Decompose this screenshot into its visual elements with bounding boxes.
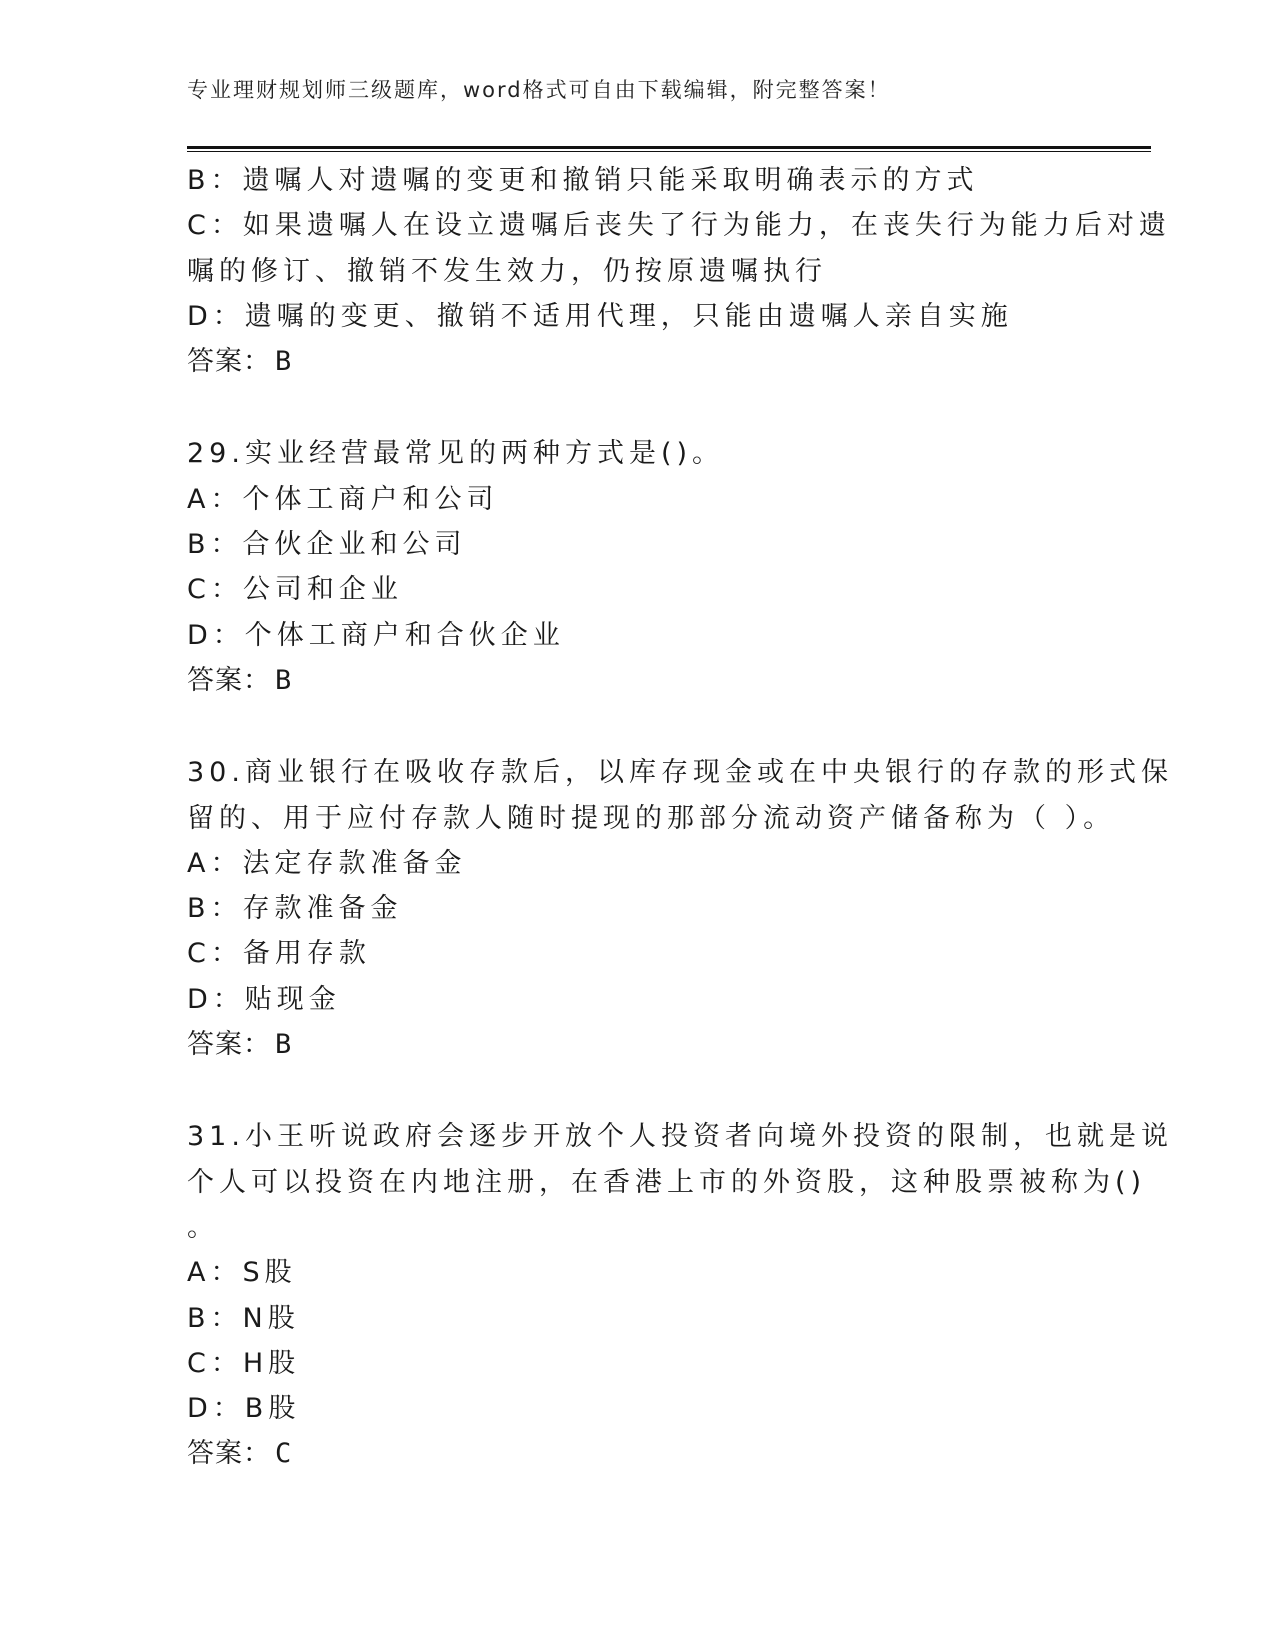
question-30 [187,750,1173,1067]
option-b: B：合伙企业和公司 [187,529,467,561]
option-d: D：B股 [187,1393,301,1425]
question-29 [187,431,1087,703]
answer-value: B [275,1029,293,1061]
option-c: C：公司和企业 [187,574,403,606]
answer-value: C [275,1438,293,1470]
option-d: D：个体工商户和合伙企业 [187,619,565,651]
answer [187,339,1087,384]
answer [187,658,1087,703]
header-divider [187,146,1151,149]
answer [187,1022,1087,1067]
option-d: D：贴现金 [187,983,341,1015]
answer-label: 答案： [187,1438,271,1470]
question-stem-continued: 留的、用于应付存款人随时提现的那部分流动资产储备称为（ ）。 [187,802,1116,834]
option-d: D：遗嘱的变更、撤销不适用代理，只能由遗嘱人亲自实施 [187,300,1013,332]
answer-label: 答案： [187,664,271,696]
option-a: A：个体工商户和公司 [187,483,499,515]
question-stem-continued: 个人可以投资在内地注册，在香港上市的外资股，这种股票被称为() [187,1166,1147,1198]
page-header: 专业理财规划师三级题库，word格式可自由下载编辑，附完整答案！ [187,78,891,102]
option-b: B：存款准备金 [187,893,403,925]
answer-value: B [275,664,293,696]
question-stem: 29.实业经营最常见的两种方式是()。 [187,438,725,470]
question-28-continued [187,158,1171,384]
option-a: A：法定存款准备金 [187,847,467,879]
answer [187,1431,1087,1476]
option-c: C：如果遗嘱人在设立遗嘱后丧失了行为能力，在丧失行为能力后对遗 [187,210,1171,242]
answer-value: B [275,346,293,378]
answer-label: 答案： [187,346,271,378]
question-stem: 30.商业银行在吸收存款后，以库存现金或在中央银行的存款的形式保 [187,757,1173,789]
option-c-continued: 嘱的修订、撤销不发生效力，仍按原遗嘱执行 [187,255,827,287]
question-31 [187,1114,1173,1476]
document-body [187,158,1173,1477]
option-a: A：S股 [187,1257,297,1289]
option-b: B：N股 [187,1302,300,1334]
question-stem-end: 。 [187,1211,219,1243]
option-b: B：遗嘱人对遗嘱的变更和撤销只能采取明确表示的方式 [187,165,979,196]
answer-label: 答案： [187,1029,271,1061]
question-stem: 31.小王听说政府会逐步开放个人投资者向境外投资的限制，也就是说 [187,1121,1173,1153]
option-c: C：备用存款 [187,938,371,970]
option-c: C：H股 [187,1347,301,1379]
header-divider-thin [187,151,1151,152]
